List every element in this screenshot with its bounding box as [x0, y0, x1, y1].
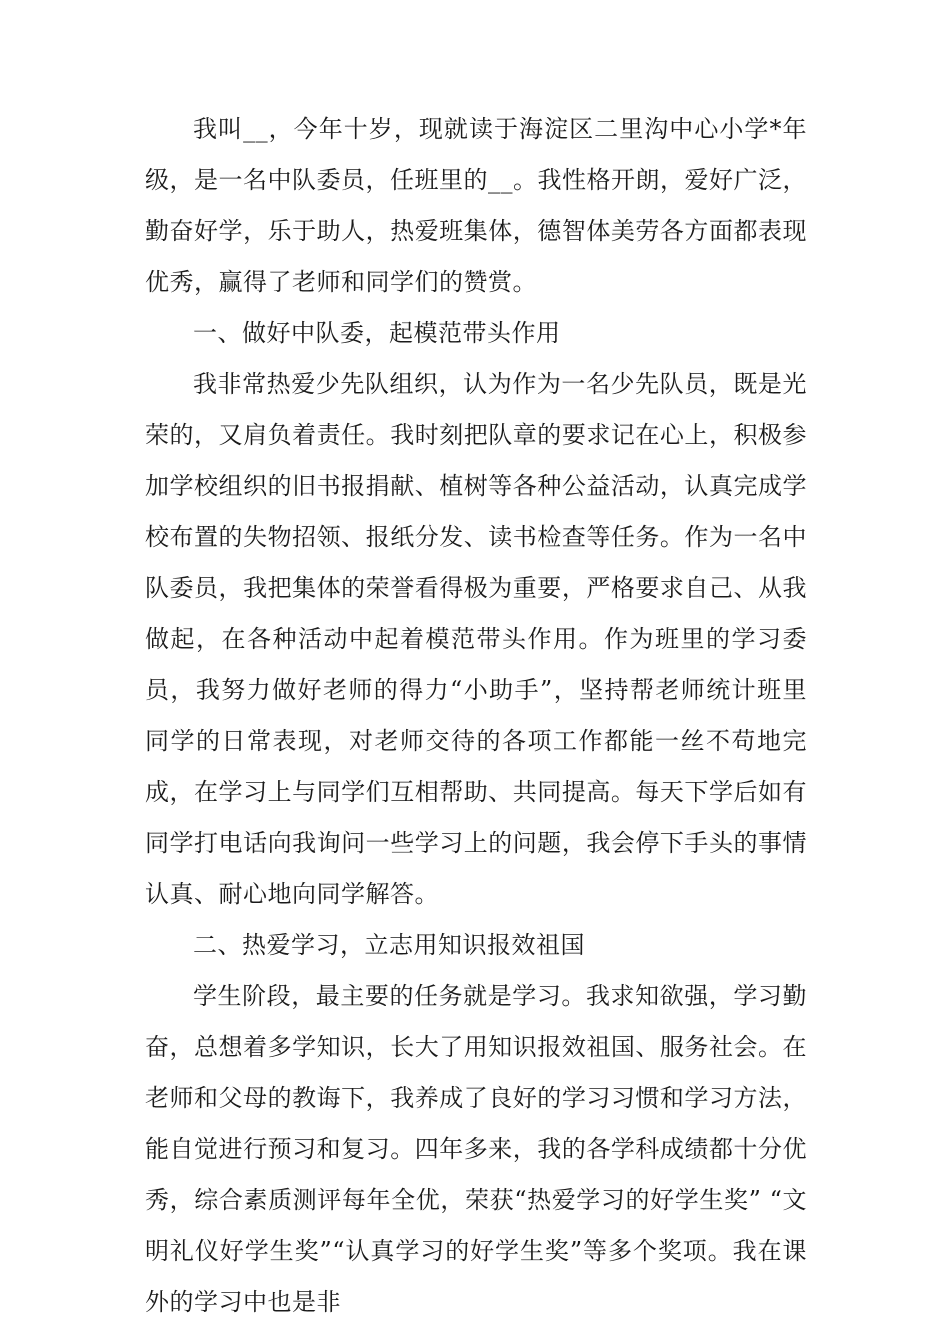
intro-paragraph: 我叫__，今年十岁，现就读于海淀区二里沟中心小学*年级，是一名中队委员，任班里的__。我性格开朗，爱好广泛，勤奋好学，乐于助人，热爱班集体，德智体美劳各方面都表现优秀，赢得了老师和同学们的赞赏。	[145, 115, 807, 296]
section-1-paragraph: 我非常热爱少先队组织，认为作为一名少先队员，既是光荣的，又肩负着责任。我时刻把队章的要求记在心上，积极参加学校组织的旧书报捐献、植树等各种公益活动，认真完成学校布置的失物招领、报纸分发、读书检查等任务。作为一名中队委员，我把集体的荣誉看得极为重要，严格要求自己、从我做起，在各种活动中起着模范带头作用。作为班里的学习委员，我努力做好老师的得力“小助手”，坚持帮老师统计班里同学的日常表现，对老师交待的各项工作都能一丝不苟地完成，在学习上与同学们互相帮助、共同提高。每天下学后如有同学打电话向我询问一些学习上的问题，我会停下手头的事情认真、耐心地向同学解答。	[145, 370, 807, 908]
document-body	[145, 104, 807, 1328]
section-2-paragraph: 学生阶段，最主要的任务就是学习。我求知欲强，学习勤奋，总想着多学知识，长大了用知识报效祖国、服务社会。在老师和父母的教诲下，我养成了良好的学习习惯和学习方法，能自觉进行预习和复习。四年多来，我的各学科成绩都十分优秀，综合素质测评每年全优，荣获“热爱学习的好学生奖” “文明礼仪好学生奖”“认真学习的好学生奖”等多个奖项。我在课外的学习中也是非	[145, 982, 807, 1316]
section-heading-1: 一、做好中队委，起模范带头作用	[193, 319, 561, 347]
section-heading-2: 二、热爱学习，立志用知识报效祖国	[193, 931, 585, 959]
